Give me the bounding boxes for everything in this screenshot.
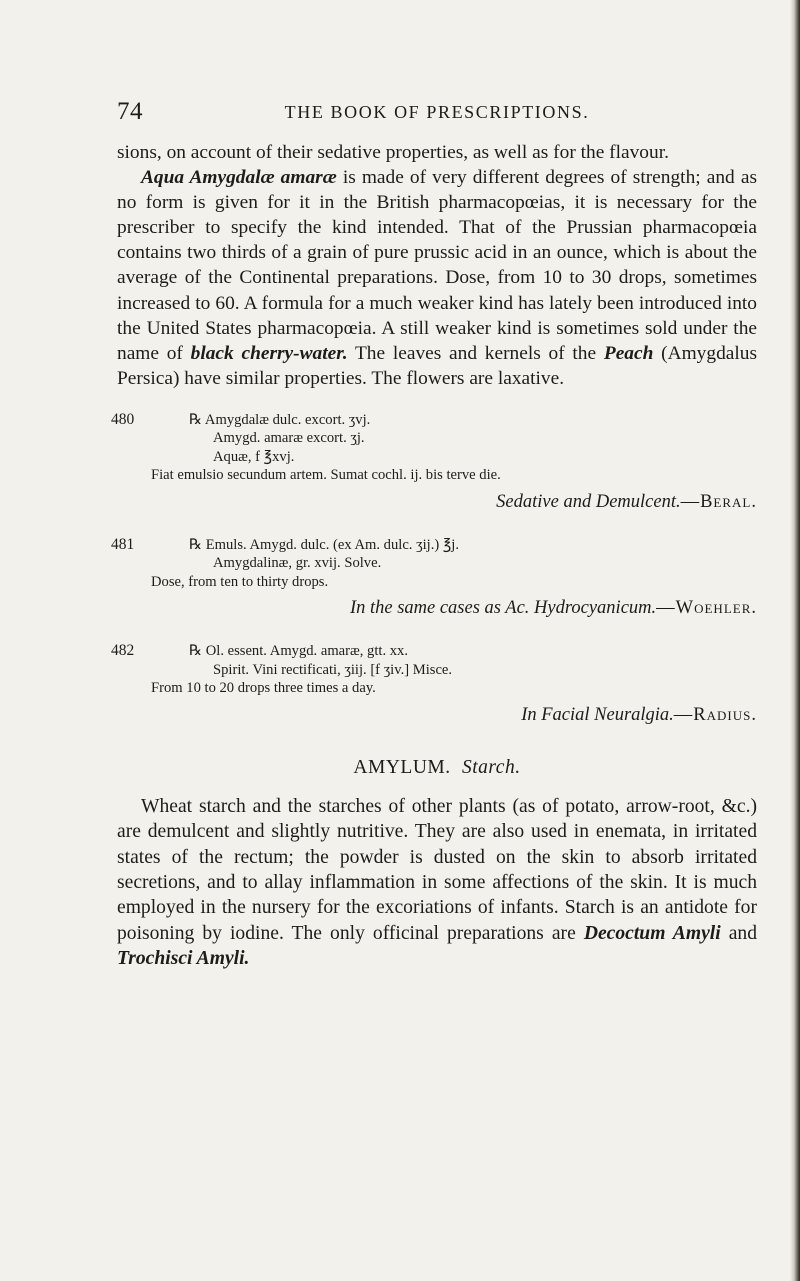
prescription-directions: Fiat emulsio secundum artem. Sumat cochl. ij. bis terve die. — [151, 467, 501, 484]
prescription-482 — [111, 642, 757, 729]
prescription-directions: From 10 to 20 drops three times a day. — [151, 680, 376, 697]
prescription-line: Aquæ, f ℥xvj. — [213, 448, 295, 465]
prescription-attribution — [117, 488, 757, 516]
prescription-line: Amygd. amaræ excort. ʒj. — [213, 430, 365, 447]
starch-paragraph — [117, 794, 757, 971]
prescription-481 — [111, 535, 757, 623]
prescription-line: Amygdalinæ, gr. xvij. Solve. — [213, 555, 382, 572]
prescription-use: In Facial Neuralgia. — [521, 704, 674, 725]
prescription-line: ℞ Amygdalæ dulc. excort. ʒvj. — [189, 411, 371, 428]
decoctum-amyli-term: Decoctum Amyli — [583, 922, 721, 944]
conjunction: and — [720, 922, 757, 944]
page-body — [111, 140, 757, 971]
prescription-attribution — [117, 701, 757, 729]
prescription-author: —Radius. — [673, 704, 757, 725]
amylum-section-heading — [117, 755, 757, 780]
prescription-line: ℞ Emuls. Amygd. dulc. (ex Am. dulc. ʒij.) ℥j. — [189, 536, 459, 553]
amylum-translation: Starch. — [462, 756, 521, 778]
prescription-use: In the same cases as Ac. Hydrocyanicum. — [349, 598, 657, 619]
prescription-attribution — [117, 594, 757, 622]
aqua-amygdalae-paragraph — [117, 165, 757, 391]
prescription-author: —Beral. — [680, 491, 757, 512]
prescription-use: Sedative and Demulcent. — [496, 491, 681, 512]
page-header — [117, 98, 757, 128]
prescription-number: 482 — [111, 642, 135, 660]
prescription-directions: Dose, from ten to thirty drops. — [151, 573, 329, 590]
aqua-text-part1: is made of very different degrees of strength; and as no form is given for it in the British pharmacopœias, it is necessary for the prescriber to specify the kind intended. That of the Prussian pharmacopœia contains two thirds of a grain of pure prussic acid in an ounce, which is about the average of the Continental preparations. Dose, from 10 to 30 drops, sometimes increased to 60. A formula for a much weaker kind has lately been introduced into the United States pharmacopœia. A still weaker kind is sometimes sold under the name of — [117, 167, 757, 364]
intro-paragraph: sions, on account of their sedative properties, as well as for the flavour. — [117, 142, 669, 163]
running-head: THE BOOK OF PRESCRIPTIONS. — [284, 102, 590, 122]
trochisci-amyli-term: Trochisci Amyli. — [117, 947, 250, 969]
prescription-number: 480 — [111, 410, 135, 428]
page-edge-shadow — [790, 0, 800, 1281]
peach-term: Peach — [603, 342, 654, 364]
prescription-line: Spirit. Vini rectificati, ʒiij. [f ʒiv.] Misce. — [213, 661, 453, 678]
prescription-author: —Woehler. — [656, 598, 757, 619]
starch-text: Wheat starch and the starches of other plants (as of potato, arrow-root, &c.) are demulcent and slightly nutritive. They are also used in enemata, in irritated states of the rectum; the powder is dusted on the skin to absorb irritated secretions, and to allay inflammation in some affections of the skin. It is much employed in the nursery for the excoriations of infants. Starch is an antidote for poisoning by iodine. The only officinal preparations are — [117, 796, 757, 944]
amylum-heading: AMYLUM. — [353, 756, 451, 778]
aqua-amygdalae-title: Aqua Amygdalæ amaræ — [141, 167, 337, 189]
aqua-text-part2: The leaves and kernels of the — [347, 342, 604, 364]
prescription-number: 481 — [111, 535, 135, 553]
aqua-text-part3: (Amygdalus Persica) have similar properties. The flowers are laxative. — [117, 342, 757, 389]
black-cherry-water-term: black cherry-water. — [190, 342, 348, 364]
prescription-line: ℞ Ol. essent. Amygd. amaræ, gtt. xx. — [189, 643, 408, 660]
prescription-480 — [111, 410, 757, 516]
page-number: 74 — [117, 98, 143, 125]
